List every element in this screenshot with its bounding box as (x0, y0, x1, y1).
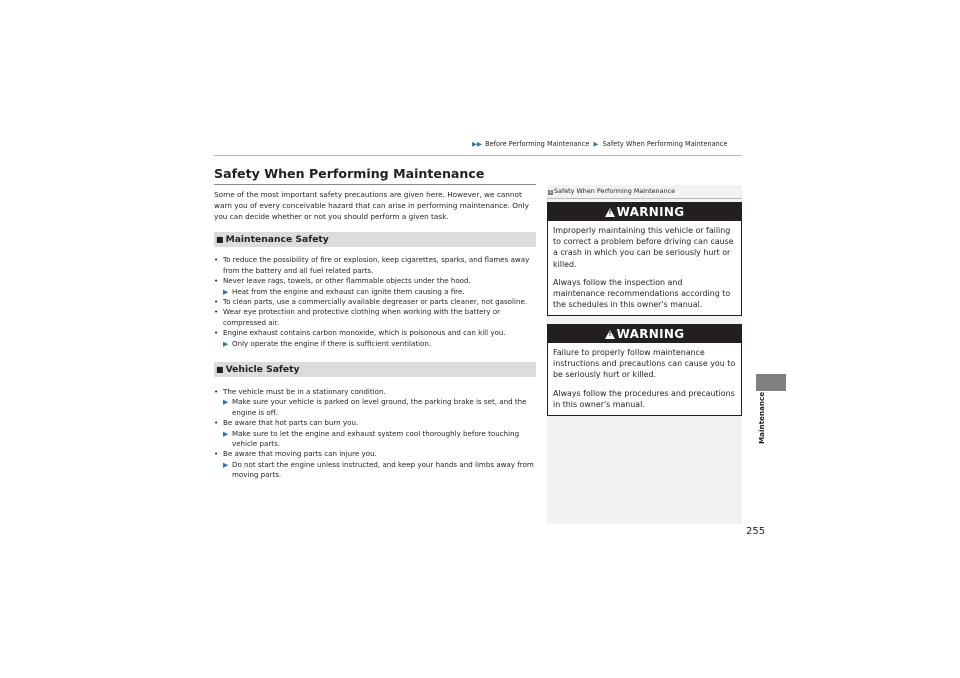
warning-body (548, 221, 741, 315)
warning-text: Always follow the inspection and maintenance recommendations according to the schedules in this owner's manual. (553, 277, 731, 310)
chapter-tab[interactable] (756, 374, 786, 391)
section-heading-vehicle-safety (214, 362, 536, 377)
arrow-right-icon: ▶ (223, 460, 229, 469)
list-subitem (223, 429, 536, 450)
main-content (214, 166, 536, 481)
breadcrumb-part-1[interactable]: Before Performing Maintenance (485, 140, 590, 148)
bullet-icon: • (214, 255, 219, 265)
list-item-text: Never leave rags, towels, or other flammable objects under the hood. (223, 276, 471, 286)
arrow-right-icon: ▶ (223, 429, 229, 438)
warning-triangle-icon: ! (605, 330, 615, 339)
list-item-text: Wear eye protection and protective clothing when working with the battery or compressed air. (223, 307, 501, 327)
list-item-text: Engine exhaust contains carbon monoxide, which is poisonous and can kill you. (223, 328, 506, 338)
arrow-right-icon: ▶ (223, 398, 229, 407)
arrow-right-icon: ▶ (223, 287, 229, 296)
intro-paragraph: Some of the most important safety precautions are given here. However, we cannot warn you of every conceivable hazard that can arise in performing maintenance. Only you can decide whether or not you should perform a given task. (214, 190, 529, 221)
list-subitem-text: Make sure to let the engine and exhaust system cool thoroughly before touching vehicle parts. (232, 428, 520, 449)
warning-triangle-icon: ! (605, 208, 615, 217)
warning-body (548, 343, 741, 415)
warning-text: Improperly maintaining this vehicle or failing to correct a problem before driving can cause a crash in which you can be seriously hurt or killed. (553, 226, 734, 269)
list-subitem-text: Only operate the engine if there is sufficient ventilation. (232, 338, 432, 348)
square-bullet-icon: ■ (216, 235, 224, 245)
bullet-icon: • (214, 387, 219, 397)
list-item (214, 328, 536, 349)
list-item (214, 418, 536, 449)
list-item-text: The vehicle must be in a stationary condition. (223, 387, 386, 397)
list-item (214, 387, 536, 418)
warning-text: Failure to properly follow maintenance instructions and precautions can cause you to be seriously hurt or killed. (553, 348, 736, 380)
list-item-text: To reduce the possibility of fire or explosion, keep cigarettes, sparks, and flames away from the battery and all fuel related parts. (223, 255, 530, 275)
warning-header (548, 325, 741, 343)
bullet-icon: • (214, 328, 219, 338)
list-item (214, 297, 536, 307)
section-heading-text: Maintenance Safety (225, 234, 329, 246)
list-subitem-text: Heat from the engine and exhaust can ignite them causing a fire. (232, 286, 465, 296)
sidebar-heading (547, 185, 742, 196)
sidebar-divider (547, 198, 742, 199)
list-item (214, 449, 536, 480)
square-bullet-icon: ■ (216, 365, 224, 375)
double-arrow-icon: ▶▶ (472, 140, 482, 148)
arrow-right-icon: ▶ (593, 140, 599, 148)
title-divider (214, 184, 536, 185)
list-item (214, 255, 536, 276)
warning-box-1 (547, 202, 742, 316)
maintenance-safety-list (214, 255, 536, 349)
list-subitem-text: Do not start the engine unless instructed, and keep your hands and limbs away from moving parts. (232, 459, 534, 480)
bullet-icon: • (214, 449, 219, 459)
list-subitem (223, 339, 536, 349)
header-divider (214, 155, 742, 156)
sidebar-heading-text: Safety When Performing Maintenance (554, 187, 676, 195)
list-item-text: To clean parts, use a commercially available degreaser or parts cleaner, not gasoline. (223, 297, 528, 307)
vehicle-safety-list (214, 387, 536, 481)
page-title: Safety When Performing Maintenance (214, 166, 485, 181)
list-subitem (223, 397, 536, 418)
breadcrumb (472, 140, 742, 149)
list-subitem-text: Make sure your vehicle is parked on level ground, the parking brake is set, and the engine is off. (232, 397, 527, 417)
list-item (214, 307, 536, 328)
list-subitem (223, 287, 536, 297)
list-item (214, 276, 536, 297)
breadcrumb-part-2[interactable]: Safety When Performing Maintenance (602, 140, 728, 148)
list-item-text: Be aware that moving parts can injure you. (223, 449, 377, 459)
sidebar-notes (547, 185, 742, 524)
bullet-icon: • (214, 418, 219, 428)
warning-text: Always follow the procedures and precautions in this owner's manual. (553, 388, 735, 409)
bullet-icon: • (214, 276, 219, 286)
reference-marker: 1 (549, 190, 552, 195)
page-number: 255 (746, 526, 766, 537)
bullet-icon: • (214, 307, 219, 317)
list-subitem (223, 460, 536, 481)
bullet-icon: • (214, 297, 219, 307)
list-item-text: Be aware that hot parts can burn you. (223, 418, 359, 428)
warning-label: WARNING (616, 205, 685, 219)
chapter-label-text: Maintenance (757, 391, 766, 444)
section-heading-maintenance-safety (214, 232, 536, 247)
warning-header (548, 203, 741, 221)
section-heading-text: Vehicle Safety (225, 364, 300, 376)
chapter-label[interactable] (755, 391, 769, 448)
arrow-right-icon: ▶ (223, 339, 229, 348)
warning-label: WARNING (616, 327, 685, 341)
warning-box-2 (547, 324, 742, 416)
